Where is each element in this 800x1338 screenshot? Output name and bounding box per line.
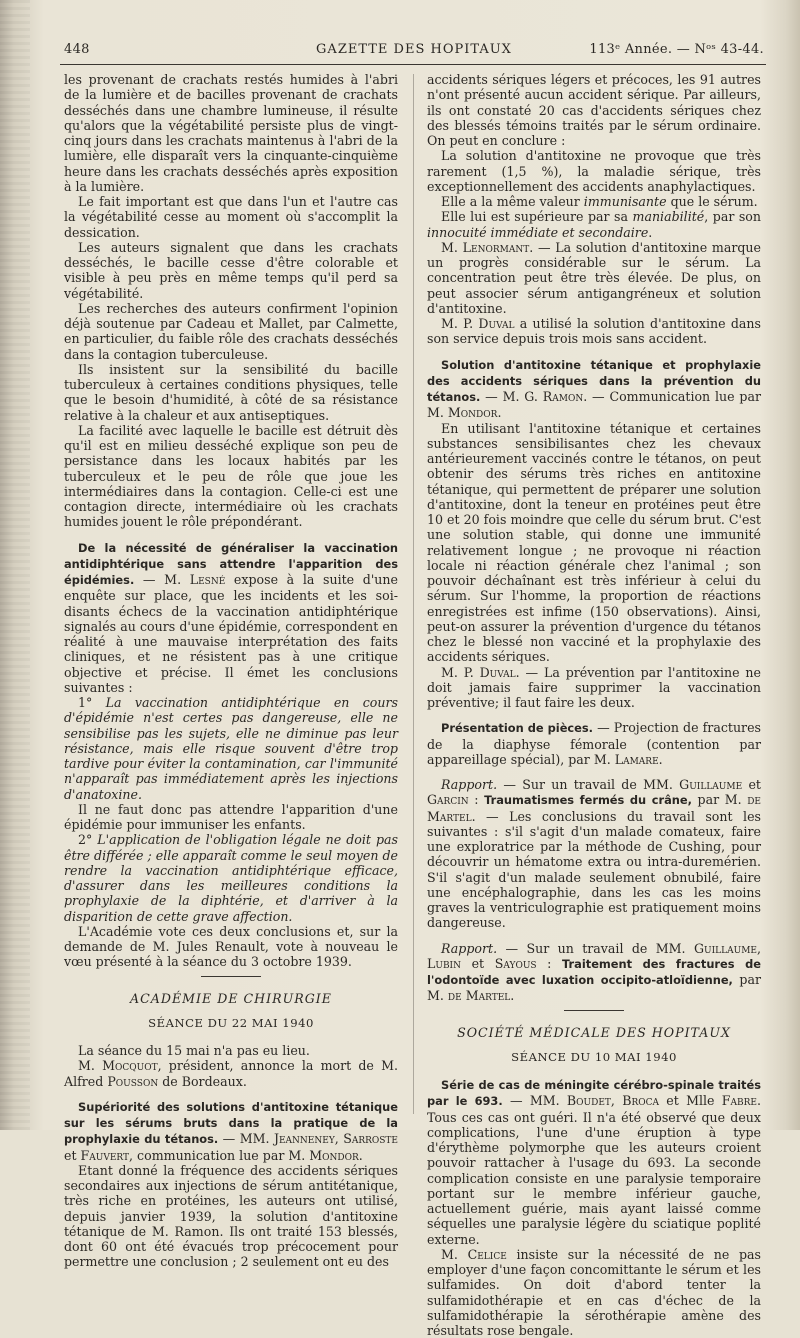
article-title: Solution d'antitoxine tétanique et prophylaxie des accidents sériques dans la prévention du tétanos. bbox=[427, 357, 761, 404]
issue-number: 113ᵉ Année. — Nᵒˢ 43-44. bbox=[589, 42, 764, 57]
page-number: 448 bbox=[64, 42, 90, 57]
conclusion-1: 1° La vaccination antidiphtérique en cours d'épidémie n'est certes pas dangereuse, elle ne sensibilise pas les sujets, elle ne diminue pas leur résistance, mais elle risque souvent d'être trop tardive pour éviter la contamination, car l'immunité n'apparaît pas immédiatement après les injections d'anatoxine. bbox=[64, 695, 398, 802]
column-separator bbox=[413, 74, 414, 1114]
report-1: Rapport. — Sur un travail de MM. Guillaume et Garcin : Traumatismes fermés du crâne, par M. de Martel. — Les conclusions du travail sont les suivantes : s'il s'agit d'un malade comateux, faire une exploratrice par la méthode de Cushing, pour découvrir un hématome extra ou intra-duremérien. S'il s'agit d'un malade seulement obnubilé, faire une encéphalographie, dans les cas les moins graves la ventriculographie est pratiquement moins dangereuse. bbox=[427, 777, 761, 931]
paragraph: accidents sériques légers et précoces, les 91 autres n'ont présenté aucun accident sérique. Par ailleurs, ils ont constaté 20 cas d'accidents sériques chez des blessés témoins traités par le sérum ordinaire. On peut en conclure : bbox=[427, 72, 761, 148]
section-divider bbox=[564, 1010, 624, 1011]
paragraph: M. Celice insiste sur la nécessité de ne pas employer d'une façon concomittante le sérum et les sulfamides. On doit d'abord tenter la sulfamidothérapie et en cas d'échec de la sulfamidothérapie la sérothérapie amène des résultats rose bengale. bbox=[427, 1246, 761, 1338]
running-header bbox=[64, 40, 764, 62]
paragraph: La facilité avec laquelle le bacille est détruit dès qu'il est en milieu desséché explique son peu de persistance dans les locaux habités par les tuberculeux et le peu de rôle que joue les intermédiaires dans la contagion. Celle-ci est une contagion directe, intermédiaire où les crachats humides jouent le rôle prépondérant. bbox=[64, 422, 398, 530]
paragraph: les provenant de crachats restés humides à l'abri de la lumière et de bacilles provenant de crachats desséchés dans une chambre lumineuse, il résulte qu'alors que la végétabilité persiste plus de vingt-cinq jours dans les crachats maintenus à l'abri de la lumière, elle disparaît vers la cinquante-cinquième heure dans les crachats desséchés après exposition à la lumière. bbox=[64, 72, 398, 194]
section-title: SOCIÉTÉ MÉDICALE DES HOPITAUX bbox=[457, 1024, 731, 1040]
article-vaccination: De la nécessité de généraliser la vaccination antidiphtérique sans attendre l'apparition des épidémies. — M. Lesné expose à la suite d'une enquête sur place, que les incidents et les soi-disants échecs de la vaccination antidiphtérique signalés au cours d'une épidémie, correspondent en réalité à une mauvaise interprétation des faits cliniques, et ne résistent pas à une critique objective et précise. Il émet les conclusions suivantes : bbox=[64, 540, 398, 695]
paragraph: Elle lui est supérieure par sa maniabilité, par son innocuité immédiate et secondaire. bbox=[427, 209, 761, 240]
left-column bbox=[64, 72, 398, 1270]
paragraph: Elle a la même valeur immunisante que le sérum. bbox=[441, 194, 758, 209]
article-title: Présentation de pièces. bbox=[441, 721, 594, 736]
binding-edge bbox=[0, 0, 30, 1130]
session-date: SÉANCE DU 22 MAI 1940 bbox=[148, 1015, 314, 1030]
paragraph: M. P. Duval a utilisé la solution d'antitoxine dans son service depuis trois mois sans accident. bbox=[427, 316, 761, 347]
article-title: Série de cas de méningite cérébro-spinale traités par le 693. bbox=[427, 1078, 761, 1109]
paragraph: Les recherches des auteurs confirment l'opinion déjà soutenue par Cadeau et Mallet, par Calmette, en particulier, du faible rôle des crachats desséchés dans la contagion tuberculeuse. bbox=[64, 300, 398, 362]
paragraph: Ils insistent sur la sensibilité du bacille tuberculeux à certaines conditions physiques, telle que le besoin d'humidité, à côté de sa résistance relative à la chaleur et aux antiseptiques. bbox=[64, 361, 398, 423]
right-column bbox=[427, 72, 762, 1338]
header-rule bbox=[60, 64, 766, 65]
paragraph: En utilisant l'antitoxine tétanique et certaines substances sensibilisantes chez les chevaux antérieurement vaccinés contre le tétanos, on peut obtenir des sérums très riches en antitoxine tétanique, qui permettent de préparer une solution d'antitoxine, dont la teneur en protéines peut être 10 et 20 fois moindre que celle du sérum brut. C'est une solution stable, qui donne une immunité relativement longue ; ne provoque ni réaction locale ni réaction générale chez l'animal ; son pouvoir déchaînant est très inférieur à celui du sérum. Sur l'homme, la proportion de réactions enregistrées est infime (150 observations). Ainsi, peut-on assurer la prévention d'urgence du tétanos chez le blessé non vacciné et la prophylaxie des accidents sériques. bbox=[427, 420, 761, 665]
article-title: Supériorité des solutions d'antitoxine tétanique sur les sérums bruts dans la pratique de la prophylaxie du tétanos. bbox=[64, 1099, 398, 1147]
conclusion-2: 2° L'application de l'obligation légale ne doit pas être différée ; elle apparaît comme le seul moyen de rendre la vaccination antidiphtérique efficace, d'assurer dans les meilleures conditions la prophylaxie de la diphtérie, et d'arriver à la disparition de cette grave affection. bbox=[64, 832, 398, 924]
article-title: Traumatismes fermés du crâne, bbox=[484, 793, 692, 808]
paragraph: La solution d'antitoxine ne provoque que très rarement (1,5 %), la maladie sérique, très exceptionnellement des accidents anaphylactiques. bbox=[427, 148, 761, 194]
author-name: Lesné bbox=[189, 572, 226, 587]
paragraph: M. Mocquot, président, annonce la mort de M. Alfred Pousson de Bordeaux. bbox=[64, 1058, 398, 1089]
session-date: SÉANCE DU 10 MAI 1940 bbox=[511, 1049, 677, 1064]
report-2: Rapport. — Sur un travail de MM. Guillaume, Lubin et Sayous : Traitement des fractures de l'odontoïde avec luxation occipito-atloïdienne, par M. de Martel. bbox=[427, 940, 762, 1004]
article-title: Traitement des fractures de l'odontoïde avec luxation occipito-atloïdienne, bbox=[427, 956, 762, 987]
paragraph: M. Lenormant. — La solution d'antitoxine marque un progrès considérable sur le sérum. La concentration peut être très élevée. De plus, on peut associer sérum antigangréneux et solution d'antitoxine. bbox=[427, 239, 761, 316]
article-solution: Solution d'antitoxine tétanique et prophylaxie des accidents sériques dans la prévention du tétanos. — M. G. Ramon. — Communication lue par M. Mondor. bbox=[427, 357, 761, 421]
article-presentation: Présentation de pièces. — Projection de fractures de la diaphyse fémorale (contention par appareillage spécial), par M. Lamare. bbox=[427, 720, 761, 767]
paragraph: Etant donné la fréquence des accidents sériques secondaires aux injections de sérum antitétanique, très riche en protéines, les auteurs ont utilisé, depuis janvier 1939, la solution d'antitoxine tétanique de M. Ramon. Ils ont traité 153 blessés, dont 60 ont été évacués trop précocement pour permettre une conclusion ; 2 seulement ont eu des bbox=[64, 1162, 398, 1270]
paragraph: Il ne faut donc pas attendre l'apparition d'une épidémie pour immuniser les enfants. bbox=[64, 801, 398, 832]
article-meningite: Série de cas de méningite cérébro-spinale traités par le 693. — MM. Boudet, Broca et Mlle Fabre. Tous ces cas ont guéri. Il n'a été observé que deux complications, l'une d'une éruption à type d'érythème polymorphe que les auteurs croient pouvoir rattacher à l'usage du 693. La seconde complication consiste en une paralysie temporaire portant sur le membre inférieur gauche, actuellement guérie, mais ayant laissé comme séquelles une paralysie légère du sciatique poplité externe. bbox=[427, 1078, 761, 1247]
paragraph: L'Académie vote ces deux conclusions et, sur la demande de M. Jules Renault, vote à nouveau le vœu présenté à la séance du 3 octobre 1939. bbox=[64, 923, 398, 970]
section-divider bbox=[201, 976, 261, 977]
article-title: De la nécessité de généraliser la vaccination antidiphtérique sans attendre l'apparition des épidémies. bbox=[64, 540, 398, 587]
paragraph: Les auteurs signalent que dans les crachats desséchés, le bacille cesse d'être colorable et visible à peu près en même temps qu'il perd sa végétabilité. bbox=[64, 239, 398, 301]
paragraph: La séance du 15 mai n'a pas eu lieu. bbox=[78, 1043, 310, 1058]
paragraph: M. P. Duval. — La prévention par l'antitoxine ne doit jamais faire supprimer la vaccination préventive; il faut faire les deux. bbox=[427, 664, 761, 710]
paragraph: Le fait important est que dans l'un et l'autre cas la végétabilité cesse au moment où s'accomplit la dessication. bbox=[64, 194, 398, 240]
article-superiorite: Supériorité des solutions d'antitoxine tétanique sur les sérums bruts dans la pratique de la prophylaxie du tétanos. — MM. Jeanneney, Sarroste et Fauvert, communication lue par M. Mondor. bbox=[64, 1099, 398, 1163]
journal-title: GAZETTE DES HOPITAUX bbox=[316, 42, 512, 57]
section-title: ACADÉMIE DE CHIRURGIE bbox=[130, 990, 332, 1006]
